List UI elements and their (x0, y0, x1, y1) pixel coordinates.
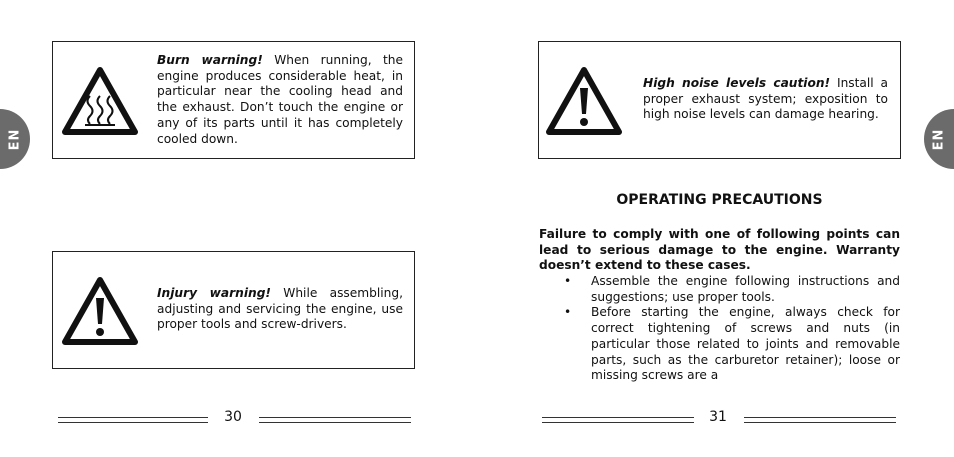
footer-rule-left-a (58, 417, 208, 423)
section-intro: Failure to comply with one of following points can lead to serious damage to the engine. Warranty doesn’t extend to these cases. (539, 227, 900, 273)
noise-caution-text (643, 76, 888, 123)
burn-warning-title: Burn warning! (157, 53, 263, 67)
language-tab-right (924, 109, 954, 169)
precautions-list (539, 274, 900, 384)
injury-warning-text (157, 286, 403, 333)
page-number-right: 31 (709, 409, 727, 425)
noise-caution-body: Install a proper exhaust system; exposition to high noise levels can damage hearing. (643, 76, 889, 122)
language-tab-label: EN (7, 128, 23, 150)
language-tab-label: EN (931, 128, 947, 150)
list-item-text: Assemble the engine following instructions and suggestions; use proper tools. (591, 274, 900, 304)
section-heading: OPERATING PRECAUTIONS (616, 192, 823, 208)
noise-caution-box (538, 41, 901, 159)
footer-rule-left-b (259, 417, 411, 423)
list-item (539, 305, 900, 384)
list-item (539, 274, 900, 305)
burn-warning-text (157, 53, 403, 147)
injury-warning-box (52, 251, 415, 369)
exclamation-warning-icon (61, 276, 139, 346)
injury-warning-body: While assembling, adjusting and servicing the engine, use proper tools and screw-drivers. (157, 286, 403, 332)
bullet-marker: • (564, 305, 572, 320)
footer-rule-right-a (542, 417, 694, 423)
language-tab-left (0, 109, 30, 169)
burn-hazard-icon (61, 66, 139, 136)
page-number-left: 30 (224, 409, 242, 425)
bullet-marker: • (564, 274, 572, 288)
noise-caution-title: High noise levels caution! (643, 76, 831, 90)
footer-rule-right-b (744, 417, 896, 423)
burn-warning-body: When running, the engine produces considerable heat, in particular near the cooling head and the exhaust. Don’t touch the engine or any of its parts until it has completely cooled down. (157, 53, 404, 146)
burn-warning-box (52, 41, 415, 159)
exclamation-warning-icon (545, 66, 623, 136)
injury-warning-title: Injury warning! (157, 286, 271, 300)
list-item-text: Before starting the engine, always check for correct tightening of screws and nuts (in particular those related to joints and removable parts, such as the carburetor retainer); loose or missing screws are a (591, 305, 900, 383)
